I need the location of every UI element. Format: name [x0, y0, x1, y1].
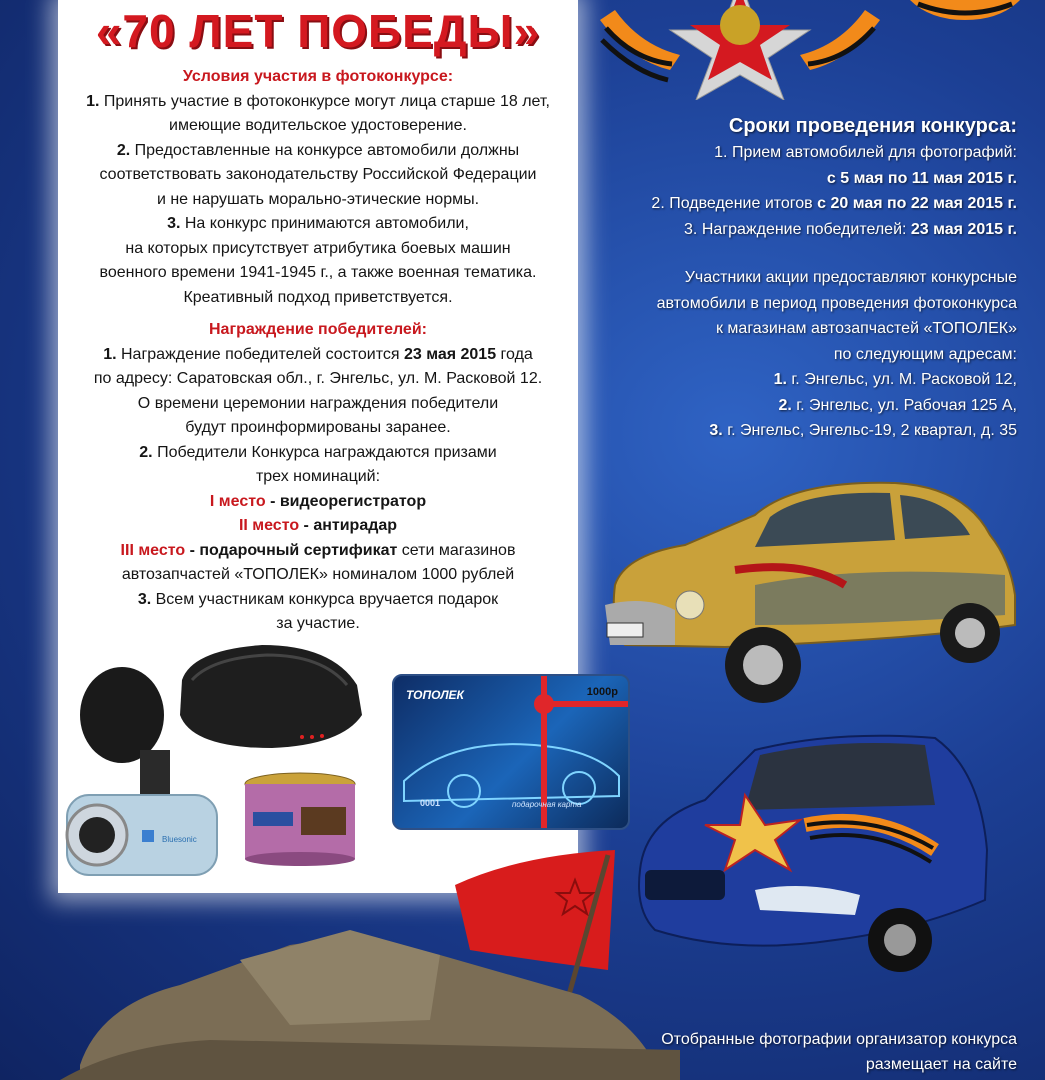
gold-retro-car-image — [605, 475, 1020, 710]
award-item-2 — [58, 441, 578, 490]
schedule-line-2 — [651, 166, 1017, 192]
schedule-text: 3. Награждение победителей: — [684, 220, 911, 238]
address-number: 2. — [778, 396, 792, 414]
footer-text: Отобранные фотографии организатор конкурса — [661, 1031, 1017, 1048]
award-number: 2. — [139, 443, 153, 461]
condition-item-3 — [58, 212, 578, 310]
locations-text: автомобили в период проведения фотоконкурса — [656, 294, 1017, 312]
condition-number: 1. — [86, 92, 100, 110]
schedule-line-1: 1. Прием автомобилей для фотографий: — [714, 144, 1017, 161]
address-2 — [657, 393, 1017, 419]
award-text: Награждение победителей состоится — [120, 345, 404, 363]
award-number: 3. — [137, 590, 152, 608]
schedule-dates: 23 мая 2015 г. — [910, 220, 1017, 238]
locations-text: к магазинам автозапчастей «ТОПОЛЕК» — [715, 320, 1017, 337]
order-emblem-icon — [590, 0, 890, 100]
award-text: будут проинформированы заранее. — [185, 419, 451, 436]
awards-title: Награждение победителей: — [209, 321, 427, 338]
condition-text: имеющие водительское удостоверение. — [169, 117, 467, 134]
separator: - — [185, 541, 200, 559]
award-text: года — [496, 345, 533, 363]
separator: - — [265, 492, 280, 510]
award-text: за участие. — [276, 615, 360, 632]
award-item-1 — [58, 343, 578, 441]
prize-place-1 — [58, 490, 578, 515]
condition-text: Предоставленные на конкурсе автомобили должны — [134, 141, 520, 159]
locations-section — [657, 265, 1017, 444]
locations-text: Участники акции предоставляют конкурсные — [684, 269, 1017, 286]
page-title: «70 ЛЕТ ПОБЕДЫ» — [95, 5, 541, 57]
award-date: 23 мая 2015 — [403, 345, 497, 363]
address-number: 3. — [709, 422, 723, 439]
address-text: г. Энгельс, ул. Рабочая 125 А, — [791, 396, 1017, 414]
prize-name: видеорегистратор — [279, 492, 427, 510]
address-number: 1. — [773, 371, 787, 388]
condition-text: военного времени 1941-1945 г., а также военная тематика. — [99, 264, 537, 281]
address-3 — [657, 418, 1017, 444]
schedule-title: Сроки проведения конкурса: — [728, 115, 1017, 137]
prize-name: подарочный сертификат — [199, 541, 398, 559]
place-label: III место — [120, 541, 186, 559]
conditions-section — [58, 65, 578, 310]
award-text: трех номинаций: — [255, 468, 381, 485]
award-text: автозапчастей «ТОПОЛЕК» номиналом 1000 рублей — [121, 566, 515, 583]
schedule-dates: с 5 мая по 11 мая 2015 г. — [826, 169, 1017, 187]
awards-section — [58, 318, 578, 637]
condition-text: соответствовать законодательству Российской Федерации — [99, 166, 537, 183]
footer-text: размещает на сайте — [865, 1056, 1017, 1073]
schedule-section — [651, 112, 1017, 242]
prize-name: антирадар — [313, 517, 398, 534]
dashcam-brand-label: Bluesonic — [162, 835, 197, 844]
condition-item-1 — [58, 90, 578, 139]
award-text: О времени церемонии награждения победители — [137, 394, 499, 412]
award-item-3 — [58, 588, 578, 637]
address-1 — [657, 367, 1017, 393]
gift-card-image — [392, 674, 630, 830]
award-number: 1. — [103, 345, 117, 363]
gift-card-label: подарочная карта — [512, 800, 582, 809]
condition-text: На конкурс принимаются автомобили, — [184, 215, 469, 232]
award-text: сети магазинов — [397, 541, 516, 559]
condition-text: Креативный подход приветствуется. — [183, 288, 453, 306]
tank-with-flag-image — [60, 845, 680, 1080]
address-text: г. Энгельс, ул. М. Расковой 12, — [786, 371, 1017, 388]
ribbon-fragment-icon — [910, 0, 1020, 22]
separator: - — [299, 517, 314, 534]
schedule-text: 2. Подведение итогов — [651, 195, 818, 212]
award-text: Победители Конкурса награждаются призами — [157, 443, 497, 461]
conditions-title: Условия участия в фотоконкурсе: — [182, 68, 454, 85]
gift-card-brand: ТОПОЛЕК — [406, 688, 464, 702]
condition-text: на которых присутствует атрибутика боевых машин — [125, 239, 511, 257]
condition-text: Принять участие в фотоконкурсе могут лица старше 18 лет, — [103, 92, 550, 110]
address-text: г. Энгельс, Энгельс-19, 2 квартал, д. 35 — [722, 422, 1017, 439]
prize-place-2 — [58, 514, 578, 539]
place-label: II место — [238, 517, 300, 534]
blue-sedan-car-image — [635, 730, 990, 985]
schedule-line-3 — [651, 191, 1017, 217]
condition-text: и не нарушать морально-этические нормы. — [156, 190, 480, 208]
award-text: по адресу: Саратовская обл., г. Энгельс, ул. М. Расковой 12. — [93, 370, 543, 387]
gift-card-value: 1000р — [586, 686, 618, 698]
condition-item-2 — [58, 139, 578, 213]
schedule-line-4 — [651, 217, 1017, 243]
footer-note — [661, 1027, 1017, 1077]
condition-number: 2. — [116, 141, 131, 159]
prize-place-3 — [58, 539, 578, 588]
gift-card-number: 0001 — [420, 798, 441, 808]
condition-number: 3. — [167, 215, 181, 232]
schedule-dates: с 20 мая по 22 мая 2015 г. — [817, 195, 1017, 212]
place-label: I место — [209, 492, 266, 510]
locations-text: по следующим адресам: — [833, 345, 1017, 363]
award-text: Всем участникам конкурса вручается подарок — [155, 590, 499, 608]
